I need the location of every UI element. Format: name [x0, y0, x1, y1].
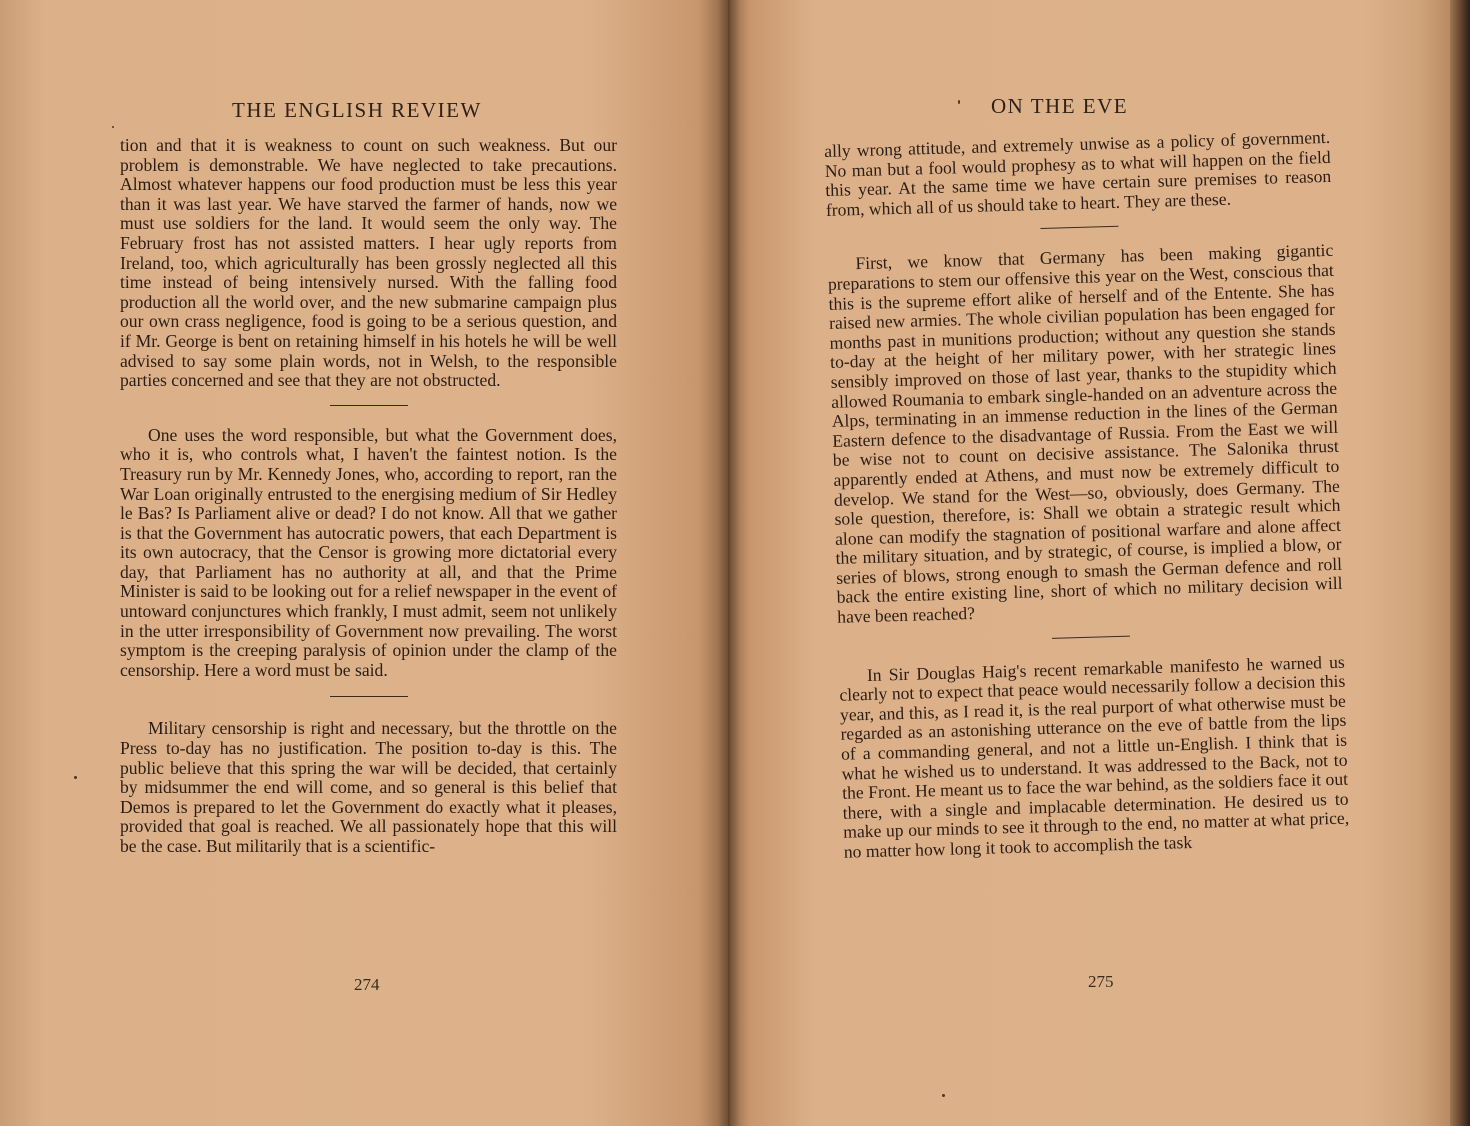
paper-speck: [112, 126, 114, 128]
paper-speck: [942, 1094, 945, 1097]
right-paragraph-2: First, we know that Germany has been making gigantic preparations to stem our offensive this year on the West, conscious that this is the supreme effort alike of herself and of the Entente. She has raised new armies. The whole civilian population has been engaged for months past in munitions production; without any question she stands to-day at the height of her military power, with her strategic lines sensibly improved on those of last year, thanks to the stupidity which allowed Roumania to embark single-handed on an adventure across the Alps, terminating in an immense reduction in the lines of the German Eastern defence to the disadvantage of Russia. From the East we will be wise not to count on decisive assistance. The Salonika thrust apparently ended at Athens, and must now be extremely difficult to develop. We stand for the West—so, obviously, does Germany. The sole question, therefore, is: Shall we obtain a strategic result which alone can modify the stagnation of positional warfare and alone affect the military situation, and by strategic, of course, is implied a blow, or series of blows, strong enough to smash the German defence and roll back the entire existing line, short of which no military decision will have been reached?: [827, 240, 1343, 627]
left-text-column: [120, 136, 617, 857]
section-divider: [1040, 226, 1118, 229]
book-gutter: [718, 0, 740, 1126]
right-paragraph-3: In Sir Douglas Haig's recent remarkable manifesto he warned us clearly not to expect that peace would necessarily follow a decision this year, and this, as I read it, is the real purport of what otherwise must be regarded as an astonishing utterance on the eve of battle from the lips of a commanding general, and not a little un-English. I think that is what he wished us to understand. It was addressed to the Back, not to the Front. He meant us to face the war behind, as the soldiers face it out there, with a single and implacable determination. He desired us to make up our minds to see it through to the end, no matter at what price, no matter how long it took to accomplish the task: [839, 651, 1350, 862]
right-running-head: ON THE EVE: [991, 94, 1129, 118]
right-page-number: 275: [1088, 972, 1114, 991]
right-page: [728, 0, 1450, 1126]
left-paragraph-1: tion and that it is weakness to count on such weakness. But our problem is demonstrable. We have neglected to take precautions. Almost whatever happens our food production must be less this year than it was last year. We have starved the farmer of hands, now we must use soldiers for the land. It would seem the only way. The February frost has not assisted matters. I hear ugly reports from Ireland, too, which agriculturally has been grossly neglected all this time instead of being intensively nursed. With the falling food production all the world over, and the new submarine campaign plus our own crass negligence, food is going to be a serious question, and if Mr. George is bent on retaining himself in his hotels he will be well advised to say some plain words, not in Welsh, to the responsible parties concerned and see that they are not obstructed.: [120, 135, 617, 391]
right-text-column: [824, 128, 1350, 862]
paper-speck: [958, 100, 960, 104]
paper-speck: [74, 776, 77, 779]
left-page-number: 274: [354, 975, 380, 994]
left-paragraph-3: Military censorship is right and necessary, but the throttle on the Press to-day has no justification. The position to-day is this. The public believe that this spring the war will be decided, that certainly by midsummer the end will come, and so general is this belief that Demos is prepared to let the Government do exactly what it pleases, provided that goal is reached. We all passionately hope that this will be the case. But militarily that is a scientific-: [120, 718, 617, 856]
left-running-head: THE ENGLISH REVIEW: [232, 98, 482, 122]
section-divider: [330, 405, 408, 406]
right-paragraph-1: ally wrong attitude, and extremely unwise as a policy of government. No man but a fool would prophesy as to what will happen on the field this year. At the same time we have certain sure premises to reason from, which all of us should take to heart. They are these.: [823, 126, 1332, 220]
left-page: [0, 0, 728, 1126]
page-edge: [1450, 0, 1470, 1126]
left-paragraph-2: One uses the word responsible, but what the Government does, who it is, who controls what, I haven't the faintest notion. Is the Treasury run by Mr. Kennedy Jones, who, according to report, ran the War Loan originally entrusted to the energising medium of Sir Hedley le Bas? Is Parliament alive or dead? I do not know. All that we gather is that the Government has autocratic powers, that each Department is its own autocracy, that the Censor is growing more dictatorial every day, that Parliament has no authority at all, and that the Prime Minister is said to be looking out for a relief newspaper in the event of untoward conjunctures which frankly, I must admit, seem not unlikely in the utter irresponsibility of Government now prevailing. The worst symptom is the creeping paralysis of opinion under the clamp of the censorship. Here a word must be said.: [120, 424, 617, 680]
section-divider: [1052, 635, 1130, 638]
section-divider: [330, 696, 408, 697]
